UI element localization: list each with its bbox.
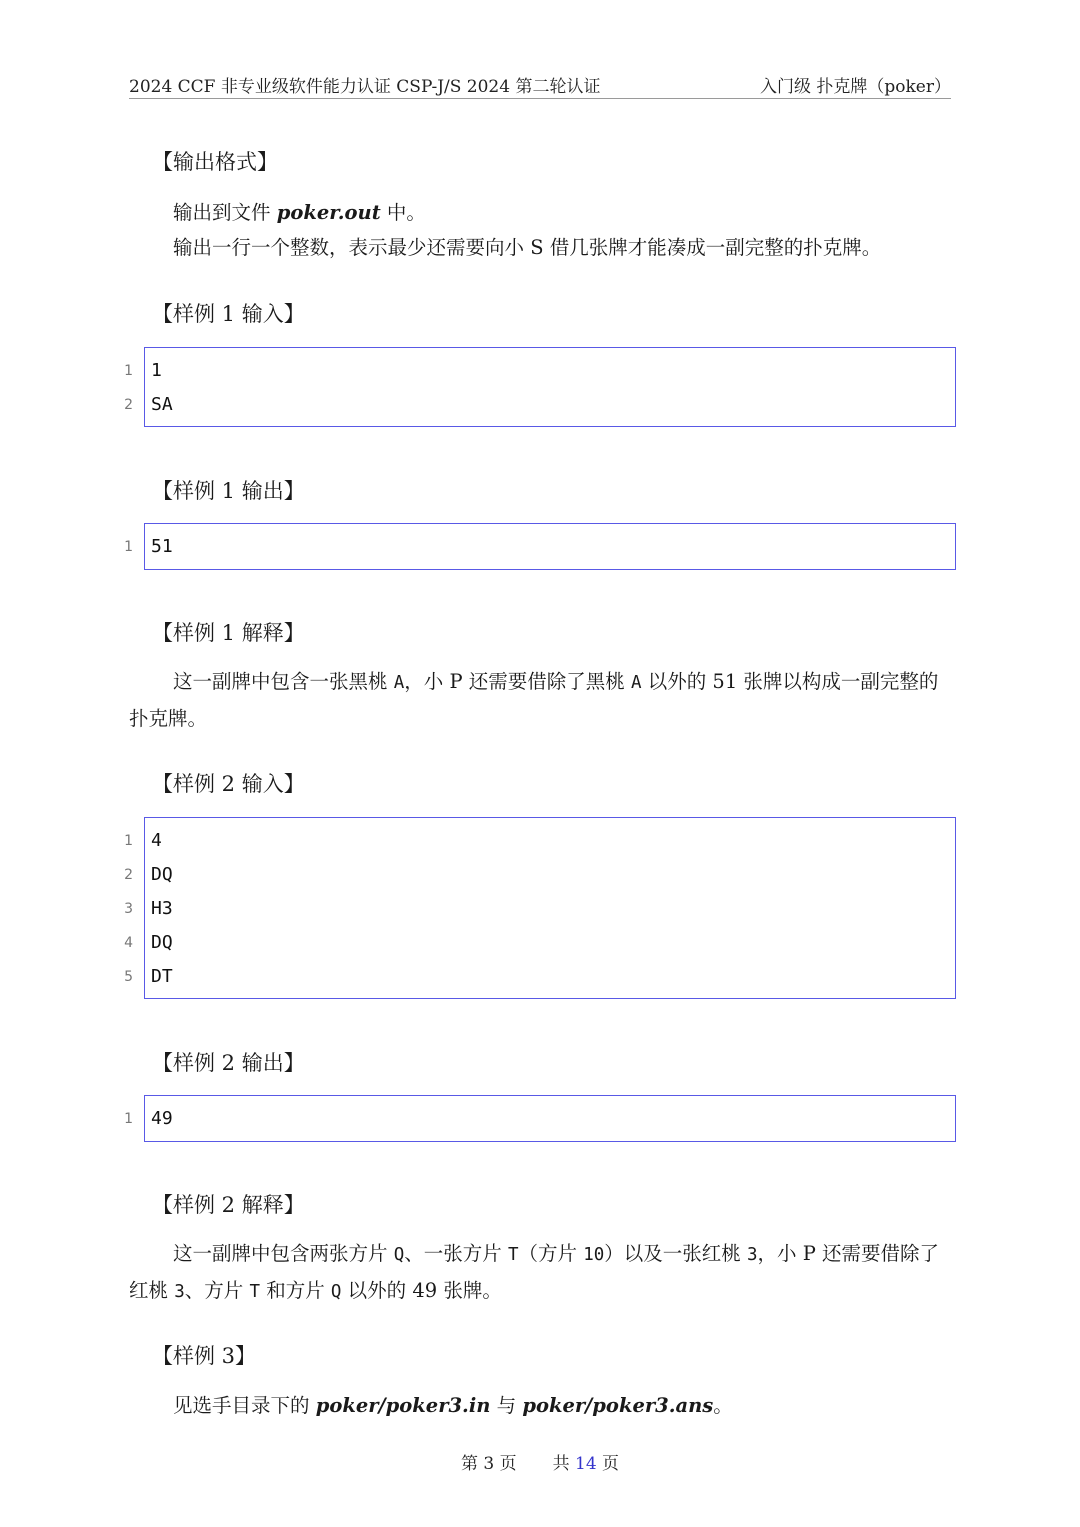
line-number: 1 [124,363,133,379]
sample3-ans-file: poker/poker3.ans [522,1394,714,1417]
line-text: DT [151,966,173,987]
line-number: 1 [124,539,133,555]
sample2-input-heading: 【样例 2 输入】 [152,772,305,796]
sample1-explain-text: 这一副牌中包含一张黑桃 A，小 P 还需要借除了黑桃 A 以外的 51 张牌以构成一副完整的扑克牌。 [129,670,939,730]
total-pages-indicator: 共 14 页 [552,1454,620,1474]
total-pages-link[interactable]: 14 [575,1454,597,1474]
sample2-output-heading: 【样例 2 输出】 [152,1051,305,1075]
sample3-text: 见选手目录下的 poker/poker3.in 与 poker/poker3.ans。 [173,1394,733,1417]
output-format-line1: 输出到文件 poker.out 中。 [173,201,426,224]
sample1-explain-body [129,664,951,736]
line-number: 1 [124,1111,133,1127]
sample2-output-codebox [124,1095,956,1142]
line-text: 49 [151,1108,173,1129]
sample1-output-heading: 【样例 1 输出】 [152,479,305,503]
line-text: DQ [151,932,173,953]
page-number: 3 [483,1454,495,1474]
line-text: H3 [151,898,173,919]
line-text: 1 [151,360,162,381]
line-text: SA [151,394,173,415]
line-text: DQ [151,864,173,885]
sample2-explain-text: 这一副牌中包含两张方片 Q、一张方片 T（方片 10）以及一张红桃 3，小 P 还需要借除了红桃 3、方片 T 和方片 Q 以外的 49 张牌。 [129,1242,940,1302]
output-filename: poker.out [276,201,381,224]
line-number: 1 [124,833,133,849]
line-text: 4 [151,830,162,851]
line-number: 5 [124,969,133,985]
sample1-input-heading: 【样例 1 输入】 [152,302,305,326]
sample2-explain-heading: 【样例 2 解释】 [152,1193,305,1217]
page-header [129,72,951,99]
sample1-output-codebox [124,523,956,570]
sample3-heading: 【样例 3】 [152,1344,257,1368]
line-text: 51 [151,536,173,557]
output-format-line2: 输出一行一个整数，表示最少还需要向小 S 借几张牌才能凑成一副完整的扑克牌。 [173,236,882,259]
header-exam-title: 2024 CCF 非专业级软件能力认证 CSP-J/S 2024 第二轮认证 [129,77,601,97]
sample2-explain-body [129,1236,951,1310]
sample3-body [129,1388,951,1423]
page-indicator: 第 3 页 [460,1454,517,1474]
output-format-body [129,195,951,265]
output-format-heading: 【输出格式】 [152,150,278,174]
sample1-input-codebox [124,347,956,427]
line-number: 4 [124,935,133,951]
header-problem-name: 入门级 扑克牌（poker） [759,77,951,97]
sample3-in-file: poker/poker3.in [315,1394,491,1417]
line-number: 3 [124,901,133,917]
line-number: 2 [124,867,133,883]
sample2-input-codebox [124,817,956,999]
page-footer [0,1449,1080,1474]
line-number: 2 [124,397,133,413]
sample1-explain-heading: 【样例 1 解释】 [152,621,305,645]
